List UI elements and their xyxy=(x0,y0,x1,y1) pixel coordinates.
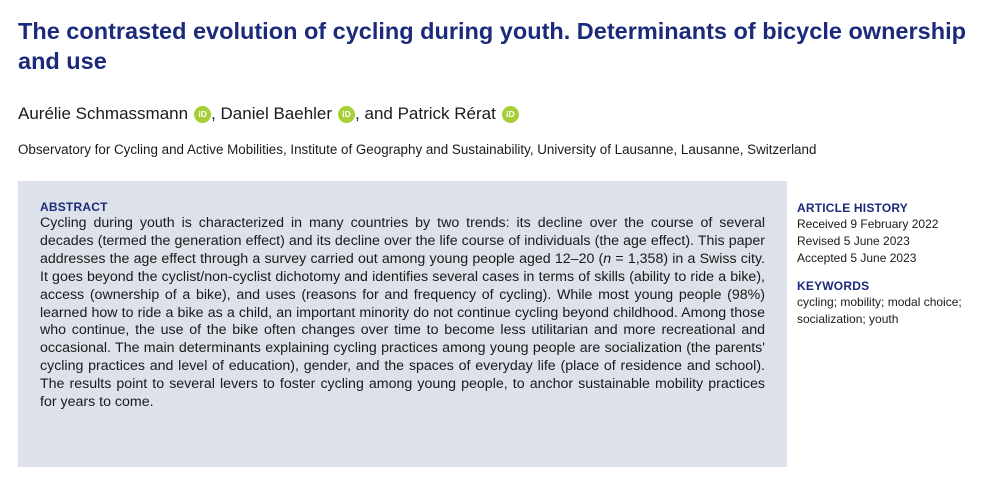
received-date: Received 9 February 2022 xyxy=(797,217,939,231)
affiliation: Observatory for Cycling and Active Mobilities, Institute of Geography and Sustainability, University of Lausanne, Lausanne, Switzerland xyxy=(18,142,817,157)
article-title: The contrasted evolution of cycling during youth. Determinants of bicycle ownership and use xyxy=(18,18,966,74)
author-name: Aurélie Schmassmann xyxy=(18,104,189,123)
author-2 xyxy=(221,103,356,125)
article-sidebar xyxy=(797,200,987,327)
keywords-block xyxy=(797,278,987,327)
orcid-icon[interactable]: iD xyxy=(338,106,355,123)
abstract-text-part1: Cycling during youth is characterized in many countries by two trends: its decline over the course of several decades (termed the generation effect) and its decline over the life course of individuals (the age effect). This paper addresses the age effect through a survey carried out among young people aged 12–20 ( xyxy=(40,215,765,267)
orcid-icon[interactable]: iD xyxy=(194,106,211,123)
abstract-text-part2: = 1,358) in a Swiss city. It goes beyond the cyclist/non-cyclist dichotomy and identifies several cases in terms of skills (ability to ride a bike), access (ownership of a bike), and uses (reasons for and frequency of cycling). While most young people (98%) learned how to ride a bike as a child, an important minority do not continue cycling beyond childhood. Among those who continue, the use of the bike often changes over time to become less utilitarian and more recreational and occasional. The main determinants explaining cycling practices among young people are socialization (the parents' cycling practices and level of education), gender, and the spaces of everyday life (place of residence and school). The results point to several levers to foster cycling among young people, to anchor sustainable mobility practices for years to come. xyxy=(40,250,765,411)
orcid-icon[interactable]: iD xyxy=(502,106,519,123)
author-name: Patrick Rérat xyxy=(397,104,496,123)
abstract-heading: ABSTRACT xyxy=(40,200,108,214)
keywords-heading: KEYWORDS xyxy=(797,279,870,293)
accepted-date: Accepted 5 June 2023 xyxy=(797,251,917,265)
author-1 xyxy=(18,103,211,125)
abstract-box xyxy=(18,181,787,467)
sample-size-symbol: n xyxy=(603,250,612,267)
revised-date: Revised 5 June 2023 xyxy=(797,234,910,248)
author-separator: , and xyxy=(355,104,398,123)
abstract-text xyxy=(40,215,765,412)
author-name: Daniel Baehler xyxy=(220,104,333,123)
author-3 xyxy=(398,103,519,125)
author-list xyxy=(18,103,519,125)
keywords-text: cycling; mobility; modal choice; socialization; youth xyxy=(797,295,962,326)
article-history-heading: ARTICLE HISTORY xyxy=(797,201,909,215)
author-separator: , xyxy=(211,104,221,123)
